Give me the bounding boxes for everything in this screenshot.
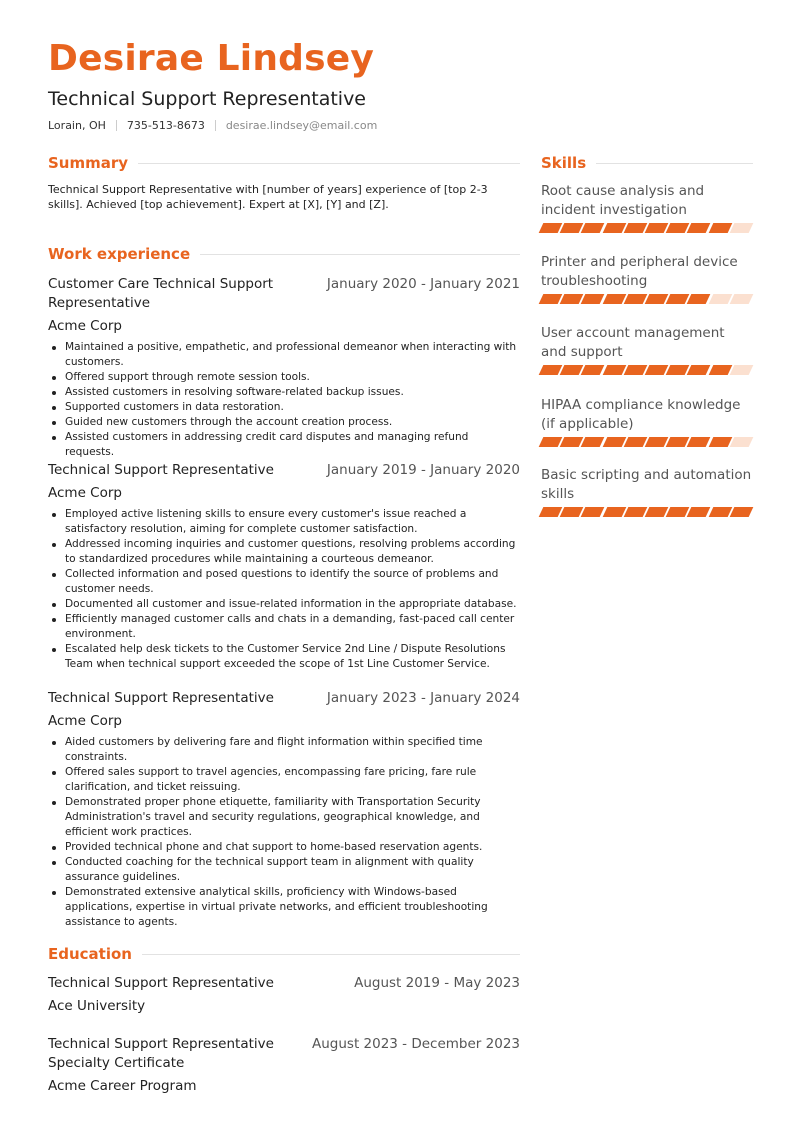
skill-name: User account management and support [541,325,725,360]
skill-segment-filled [560,223,583,233]
bullet-item: Maintained a positive, empathetic, and professional demeanor when interacting with customers. [48,340,520,370]
job-bullets [48,340,520,460]
skill-segment-empty [729,223,752,233]
bullet-item: Offered support through remote session tools. [48,370,520,385]
education-dates: August 2023 - December 2023 [312,1036,520,1052]
summary-text: Technical Support Representative with [number of years] experience of [top 2-3 skills]. Achieved [top achievement]. Expert at [X], [Y] and [Z]. [48,183,488,211]
job-title: Customer Care Technical Support Representative [48,276,274,311]
degree-title: Technical Support Representative [48,975,274,991]
contact-divider [215,120,216,131]
skill-level-bar [541,365,753,375]
skill-segment-filled [602,365,625,375]
section-divider [138,163,520,164]
skill-segment-filled [708,365,731,375]
bullet-item: Supported customers in data restoration. [48,400,520,415]
job-entry [48,461,520,672]
candidate-title: Technical Support Representative [48,88,366,110]
bullet-item: Provided technical phone and chat support to home-based reservation agents. [48,840,520,855]
skill-level-bar [541,223,753,233]
skill-segment-filled [560,507,583,517]
work-heading-label: Work experience [48,245,191,263]
job-title: Technical Support Representative [48,690,274,706]
skill-segment-filled [623,294,646,304]
job-bullets [48,735,520,930]
skill-name: Printer and peripheral device troubleshooting [541,254,738,289]
skill-level-bar [541,507,753,517]
bullet-item: Aided customers by delivering fare and flight information within specified time constraints. [48,735,520,765]
section-divider [200,254,520,255]
candidate-name: Desirae Lindsey [48,38,375,79]
education-entry [48,1035,520,1096]
job-dates: January 2023 - January 2024 [326,690,520,706]
section-divider [596,163,753,164]
skill-segment-filled [729,507,752,517]
bullet-item: Addressed incoming inquiries and customer questions, resolving problems according to standardized procedures while maintaining a courteous demeanor. [48,537,520,567]
bullet-item: Offered sales support to travel agencies, encompassing fare pricing, fare rule clarification, and ticket reissuing. [48,765,520,795]
skill-segment-empty [708,294,731,304]
skill-segment-filled [666,294,689,304]
bullet-item: Collected information and posed questions to identify the source of problems and customer needs. [48,567,520,597]
skill-segment-filled [666,365,689,375]
email[interactable]: desirae.lindsey@email.com [225,119,378,132]
skills-heading [541,154,753,172]
skill-segment-filled [581,437,604,447]
skill-segment-filled [602,507,625,517]
skill-segment-filled [708,437,731,447]
skill-item [541,396,753,447]
work-experience-heading [48,245,520,263]
skill-segment-filled [560,294,583,304]
company: Acme Corp [48,318,122,334]
summary-heading [48,154,520,172]
bullet-item: Demonstrated proper phone etiquette, familiarity with Transportation Security Administration's travel and security regulations, geographical knowledge, and efficient work practices. [48,795,520,840]
section-divider [142,954,520,955]
skill-segment-filled [708,223,731,233]
bullet-item: Demonstrated extensive analytical skills, proficiency with Windows-based applications, expertise in virtual private networks, and efficient troubleshooting assistance to agents. [48,885,520,930]
skill-segment-filled [539,437,562,447]
skill-segment-filled [602,223,625,233]
bullet-item: Assisted customers in addressing credit card disputes and managing refund requests. [48,430,520,460]
bullet-item: Employed active listening skills to ensure every customer's issue reached a satisfactory resolution, aiming for complete customer satisfaction. [48,507,520,537]
skill-segment-filled [623,507,646,517]
bullet-item: Efficiently managed customer calls and chats in a demanding, fast-paced call center environment. [48,612,520,642]
skill-segment-filled [623,437,646,447]
skill-segment-filled [560,437,583,447]
degree-title: Technical Support Representative Specialty Certificate [48,1036,274,1071]
job-dates: January 2019 - January 2020 [326,462,520,478]
skill-segment-filled [666,437,689,447]
school: Ace University [48,998,146,1014]
skill-segment-filled [687,223,710,233]
skill-segment-filled [708,507,731,517]
skill-item [541,182,753,233]
skill-segment-filled [623,223,646,233]
education-dates: August 2019 - May 2023 [354,975,520,991]
skill-segment-filled [581,507,604,517]
location: Lorain, OH [48,119,106,132]
bullet-item: Documented all customer and issue-related information in the appropriate database. [48,597,520,612]
company: Acme Corp [48,713,122,729]
skills-heading-label: Skills [541,154,587,172]
skill-segment-filled [687,437,710,447]
skill-name: Root cause analysis and incident investigation [541,183,705,218]
bullet-item: Assisted customers in resolving software-related backup issues. [48,385,520,400]
education-heading-label: Education [48,945,132,963]
skill-segment-filled [581,223,604,233]
skill-level-bar [541,294,753,304]
job-title: Technical Support Representative [48,462,274,478]
skill-segment-empty [729,365,752,375]
job-entry [48,689,520,930]
contact-divider [116,120,117,131]
skill-segment-filled [645,294,668,304]
contact-info [48,119,377,132]
skill-item [541,466,753,517]
skill-segment-filled [687,365,710,375]
skill-segment-filled [645,507,668,517]
bullet-item: Escalated help desk tickets to the Customer Service 2nd Line / Dispute Resolutions Team when technical support exceeded the scope of 1st Line Customer Service. [48,642,520,672]
company: Acme Corp [48,485,122,501]
skill-segment-filled [666,507,689,517]
skill-segment-filled [602,294,625,304]
skill-level-bar [541,437,753,447]
skill-segment-filled [623,365,646,375]
education-entry [48,974,520,1016]
skill-item [541,324,753,375]
education-heading [48,945,520,963]
skill-segment-filled [581,294,604,304]
skill-segment-filled [539,507,562,517]
skill-segment-filled [602,437,625,447]
skill-name: Basic scripting and automation skills [541,467,752,502]
skill-segment-empty [729,437,752,447]
bullet-item: Guided new customers through the account creation process. [48,415,520,430]
skill-segment-filled [645,365,668,375]
skill-segment-empty [729,294,752,304]
skill-segment-filled [560,365,583,375]
skill-item [541,253,753,304]
skill-segment-filled [645,223,668,233]
skill-segment-filled [539,294,562,304]
skill-segment-filled [581,365,604,375]
bullet-item: Conducted coaching for the technical support team in alignment with quality assurance guidelines. [48,855,520,885]
skill-segment-filled [539,223,562,233]
job-dates: January 2020 - January 2021 [326,276,520,292]
school: Acme Career Program [48,1078,197,1094]
summary-heading-label: Summary [48,154,129,172]
job-bullets [48,507,520,672]
skill-segment-filled [666,223,689,233]
skill-segment-filled [687,507,710,517]
skill-segment-filled [645,437,668,447]
job-entry [48,275,520,460]
skill-name: HIPAA compliance knowledge (if applicable) [541,397,741,432]
skill-segment-filled [687,294,710,304]
skill-segment-filled [539,365,562,375]
phone: 735-513-8673 [126,119,205,132]
